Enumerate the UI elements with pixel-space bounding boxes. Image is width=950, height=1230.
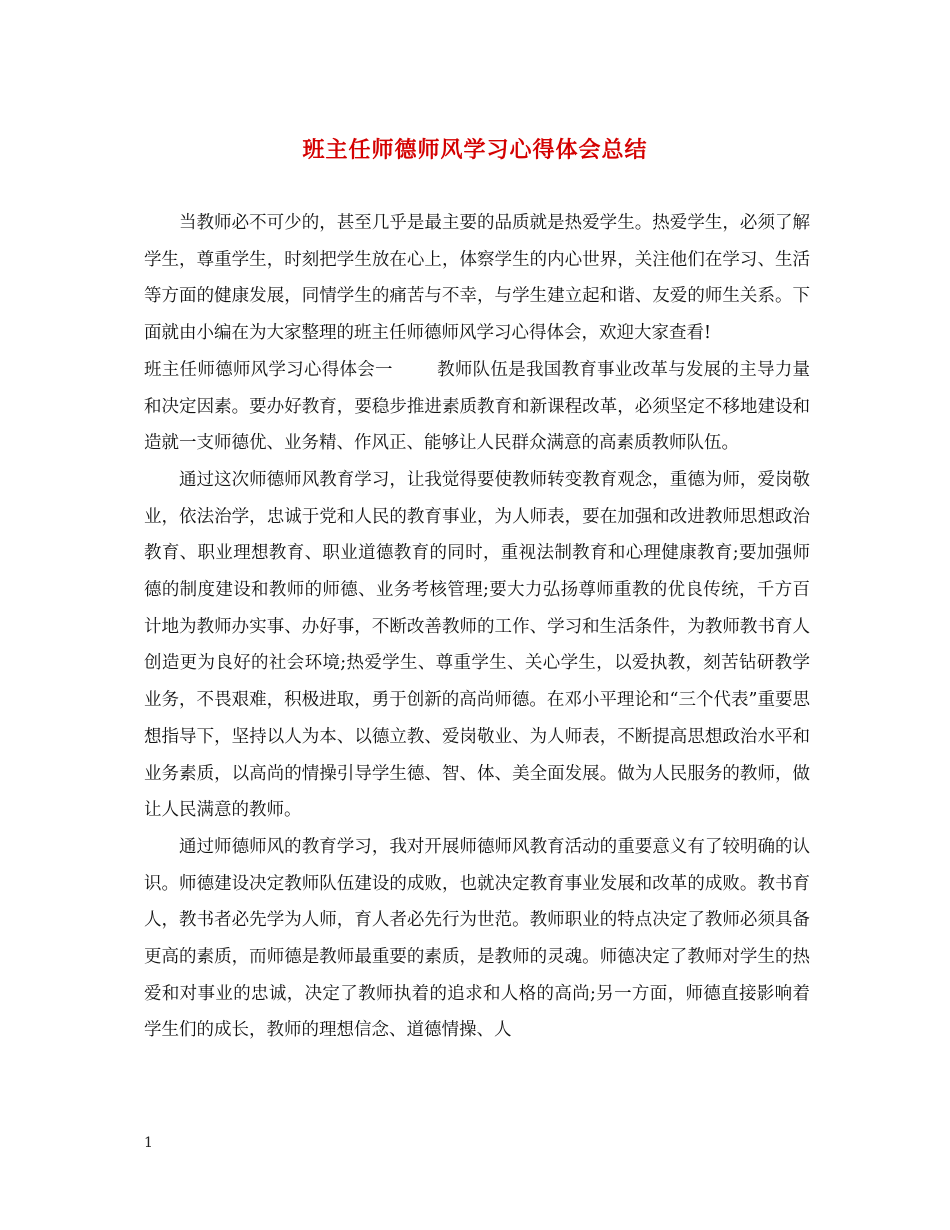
page-number: 1 [144,1135,153,1151]
intro-paragraph: 当教师必不可少的，甚至几乎是最主要的品质就是热爱学生。热爱学生，必须了解学生，尊重学生，时刻把学生放在心上，体察学生的内心世界，关注他们在学习、生活等方面的健康发展，同情学生的痛苦与不幸，与学生建立起和谐、友爱的师生关系。下面就由小编在为大家整理的班主任师德师风学习心得体会，欢迎大家查看! [144,213,810,344]
page-title: 班主任师德师风学习心得体会总结 [302,137,648,163]
section-heading: 班主任师德师风学习心得体会一 [144,359,393,380]
document-body [144,205,810,1049]
paragraph-two: 通过这次师德师风教育学习，让我觉得要使教师转变教育观念，重德为师，爱岗敬业，依法治学，忠诚于党和人民的教育事业，为人师表，要在加强和改进教师思想政治教育、职业理想教育、职业道德教育的同时，重视法制教育和心理健康教育;要加强师德的制度建设和教师的师德、业务考核管理;要大力弘扬尊师重教的优良传统，千方百计地为教师办实事、办好事，不断改善教师的工作、学习和生活条件，为教师教书育人创造更为良好的社会环境;热爱学生、尊重学生、关心学生，以爱执教，刻苦钻研教学业务，不畏艰难，积极进取，勇于创新的高尚师德。在邓小平理论和“三个代表”重要思想指导下，坚持以人为本、以德立教、爱岗敬业、为人师表，不断提高思想政治水平和业务素质，以高尚的情操引导学生德、智、体、美全面发展。做为人民服务的教师，做让人民满意的教师。 [144,469,810,821]
paragraph-three: 通过师德师风的教育学习，我对开展师德师风教育活动的重要意义有了较明确的认识。师德建设决定教师队伍建设的成败，也就决定教育事业发展和改革的成败。教书育人，教书者必先学为人师，育人者必先行为世范。教师职业的特点决定了教师必须具备更高的素质，而师德是教师最重要的素质，是教师的灵魂。师德决定了教师对学生的热爱和对事业的忠诚，决定了教师执着的追求和人格的高尚;另一方面，师德直接影响着学生们的成长，教师的理想信念、道德情操、人 [144,836,810,1041]
section-text: 教师队伍是我国教育事业改革与发展的主导力量和决定因素。要办好教育，要稳步推进素质教育和新课程改革，必须坚定不移地建设和造就一支师德优、业务精、作风正、能够让人民群众满意的高素质教师队伍。 [144,359,811,454]
section-paragraph [144,352,810,462]
